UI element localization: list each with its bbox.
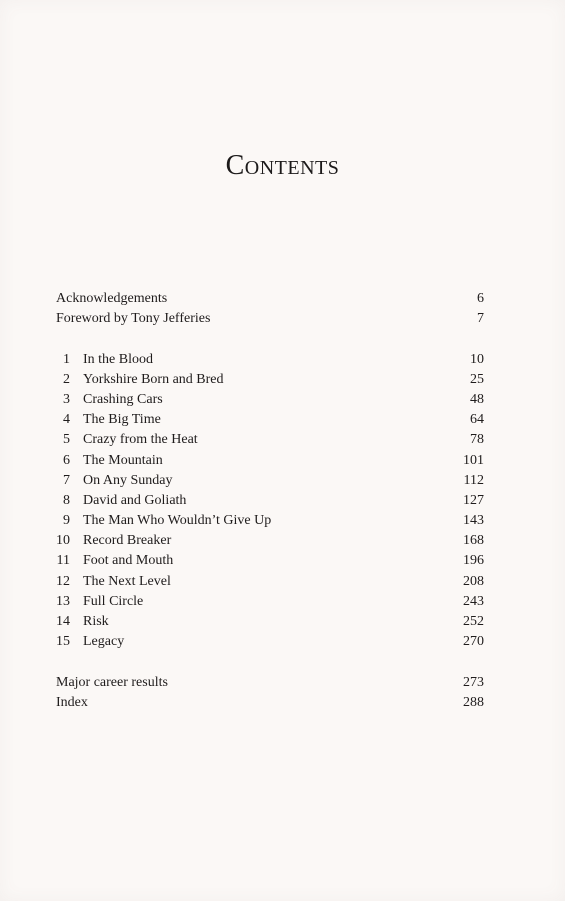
toc-entry-foreword: [56, 309, 484, 329]
toc-entry-label: Foreword by Tony Jefferies: [56, 311, 211, 327]
toc-chapter-5: [56, 430, 484, 450]
toc-entry-career-results: [56, 673, 484, 693]
chapter-title: The Next Level: [83, 573, 171, 589]
toc-chapter-3: [56, 390, 484, 410]
chapter-number: 9: [63, 513, 70, 529]
chapter-page: 127: [463, 492, 484, 508]
toc-chapter-2: [56, 370, 484, 390]
chapter-number: 7: [63, 472, 70, 488]
chapter-title: Record Breaker: [83, 533, 172, 549]
chapter-number: 6: [63, 452, 70, 468]
chapter-number: 11: [56, 553, 70, 569]
toc-entry-label: Acknowledgements: [56, 291, 168, 306]
toc-entry-page: 7: [477, 311, 484, 327]
chapter-title: The Big Time: [83, 412, 161, 428]
chapter-page: 101: [463, 452, 484, 468]
chapter-number: 4: [63, 412, 70, 428]
toc-entry-index: [56, 693, 484, 713]
chapter-page: 168: [463, 533, 484, 549]
chapter-title: David and Goliath: [83, 492, 187, 508]
chapter-number: 10: [56, 533, 70, 549]
chapter-title: On Any Sunday: [83, 472, 173, 488]
toc-chapter-14: [56, 612, 484, 632]
chapter-number: 5: [63, 432, 70, 448]
toc-entry-label: Index: [56, 694, 88, 710]
chapter-title: Legacy: [83, 634, 125, 650]
chapter-number: 14: [56, 614, 70, 629]
toc-entry-acknowledgements: [56, 289, 484, 309]
chapter-title: The Man Who Wouldn’t Give Up: [83, 513, 272, 529]
chapter-page: 10: [470, 351, 484, 367]
chapter-title: In the Blood: [83, 351, 153, 367]
chapter-title: Risk: [83, 614, 109, 629]
chapter-title: Foot and Mouth: [83, 553, 174, 569]
toc-chapter-12: [56, 572, 484, 592]
chapter-title: The Mountain: [83, 452, 163, 468]
toc-chapter-6: [56, 451, 484, 471]
chapter-page: 196: [463, 553, 484, 569]
chapter-page: 48: [470, 391, 484, 407]
toc-chapter-13: [56, 592, 484, 612]
section-spacer: [56, 329, 484, 349]
chapter-number: 8: [63, 492, 70, 508]
chapter-title: Crashing Cars: [83, 391, 163, 407]
toc-chapter-1: [56, 350, 484, 370]
toc-chapter-10: [56, 531, 484, 551]
chapter-page: 270: [463, 634, 484, 650]
toc-chapter-9: [56, 511, 484, 531]
toc-chapter-11: [56, 551, 484, 571]
toc-chapter-4: [56, 410, 484, 430]
chapter-title: Yorkshire Born and Bred: [83, 371, 224, 387]
chapter-number: 1: [63, 351, 70, 367]
table-of-contents: [56, 289, 484, 713]
chapter-number: 2: [63, 371, 70, 387]
chapter-number: 3: [63, 391, 70, 407]
chapter-page: 243: [463, 593, 484, 609]
chapter-title: Crazy from the Heat: [83, 432, 198, 448]
chapter-page: 25: [470, 371, 484, 387]
section-spacer: [56, 652, 484, 672]
chapter-number: 12: [56, 573, 70, 589]
toc-entry-page: 6: [477, 291, 484, 306]
chapter-number: 13: [56, 593, 70, 609]
chapter-title: Full Circle: [83, 593, 144, 609]
chapter-number: 15: [56, 634, 70, 650]
page-title: Contents: [225, 150, 340, 181]
chapter-page: 78: [470, 432, 484, 448]
toc-chapter-15: [56, 632, 484, 652]
chapter-page: 252: [463, 614, 484, 629]
toc-chapter-7: [56, 471, 484, 491]
toc-chapter-8: [56, 491, 484, 511]
toc-entry-label: Major career results: [56, 674, 168, 690]
chapter-page: 143: [463, 513, 484, 529]
chapter-page: 112: [463, 472, 484, 488]
chapter-page: 64: [470, 412, 484, 428]
toc-entry-page: 273: [463, 674, 484, 690]
toc-entry-page: 288: [463, 694, 484, 710]
chapter-page: 208: [463, 573, 484, 589]
